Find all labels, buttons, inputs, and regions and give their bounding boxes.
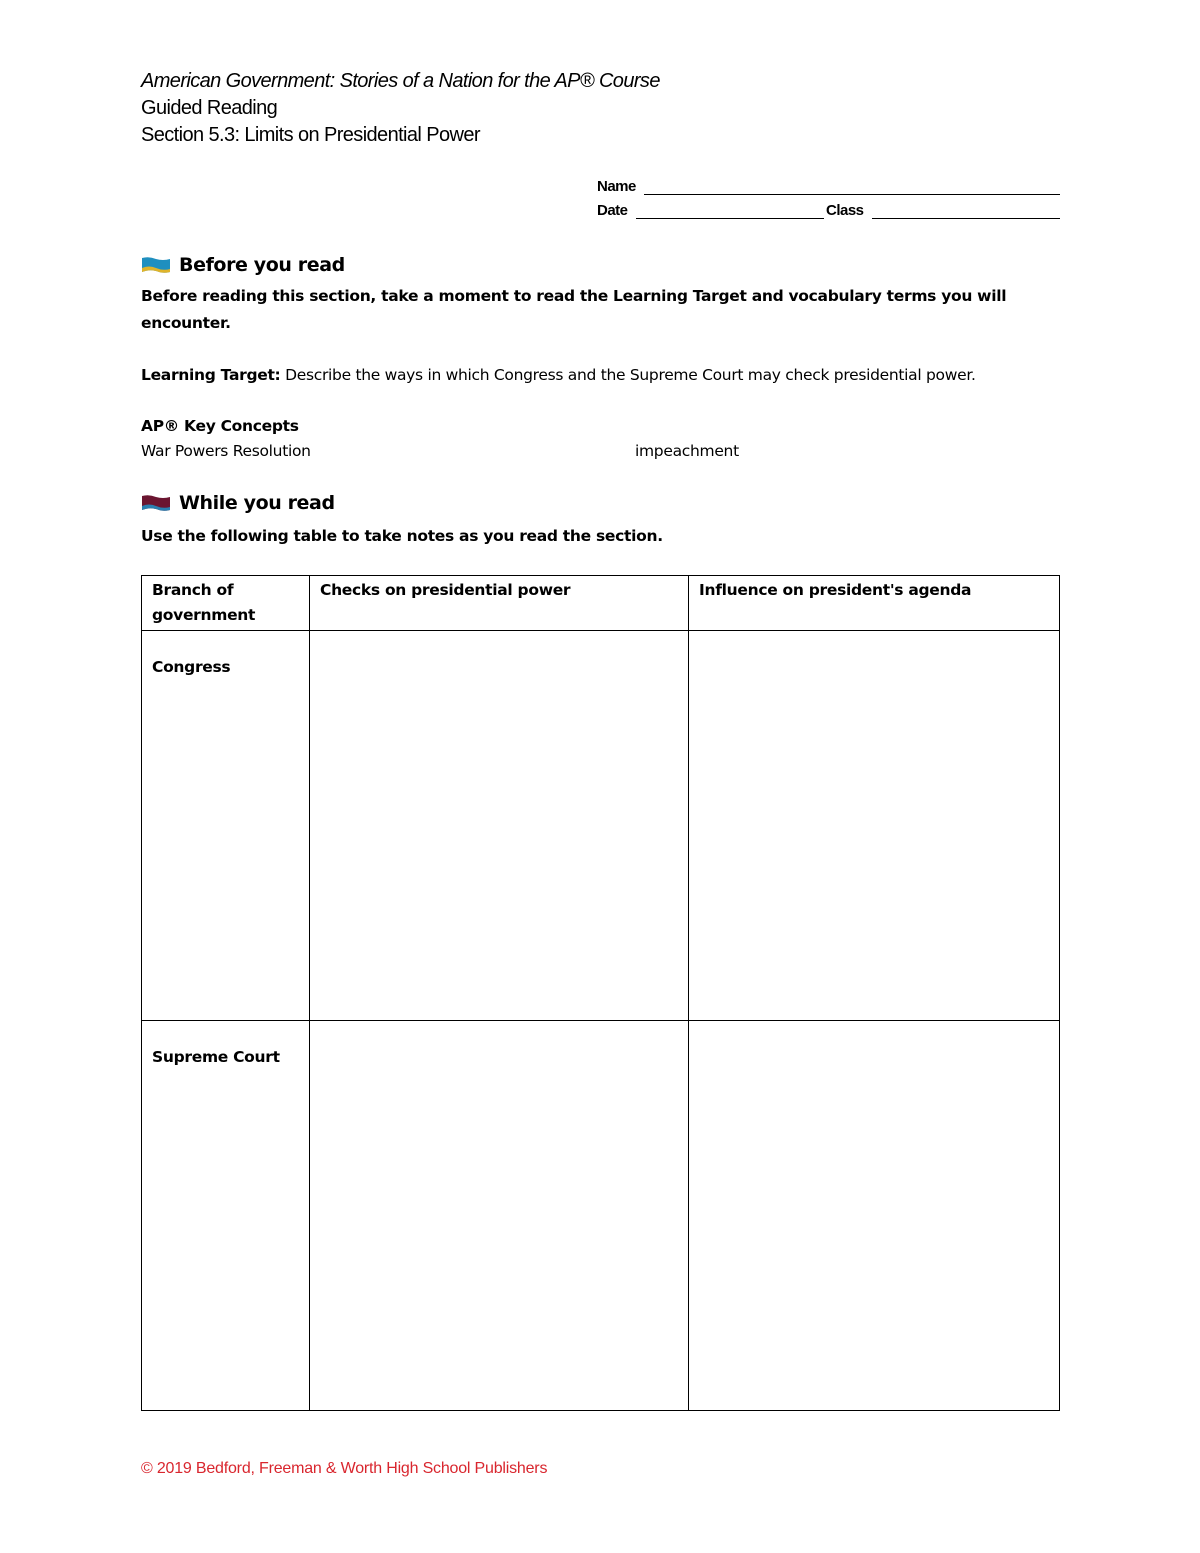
document-subtitle: Guided Reading: [141, 97, 278, 119]
table-row: [142, 1021, 1060, 1411]
key-concepts-label: AP® Key Concepts: [141, 417, 299, 435]
branch-cell: Supreme Court: [142, 1021, 310, 1411]
learning-target-text: Describe the ways in which Congress and the Supreme Court may check presidential power.: [280, 366, 976, 384]
flag-icon: [141, 495, 171, 512]
date-label: Date: [597, 202, 628, 219]
notes-cell[interactable]: [689, 631, 1060, 1021]
date-field-line[interactable]: [636, 218, 824, 219]
table-header-row: [142, 576, 1060, 631]
before-heading-text: Before you read: [179, 254, 345, 276]
class-label: Class: [826, 202, 864, 219]
learning-target: [141, 362, 976, 389]
column-header: Branch of government: [142, 576, 310, 631]
flag-icon: [141, 257, 171, 274]
before-you-read-heading: [141, 254, 345, 276]
notes-cell[interactable]: [310, 631, 689, 1021]
copyright-footer: © 2019 Bedford, Freeman & Worth High School Publishers: [141, 1460, 548, 1477]
section-title: Section 5.3: Limits on Presidential Power: [141, 124, 480, 146]
name-field-line[interactable]: [644, 194, 1060, 195]
book-title: American Government: Stories of a Nation for the AP® Course: [141, 70, 660, 92]
column-header: Checks on presidential power: [310, 576, 689, 631]
before-instructions: Before reading this section, take a moment to read the Learning Target and vocabulary terms you will encounter.: [141, 287, 1007, 332]
while-instructions: Use the following table to take notes as you read the section.: [141, 527, 663, 545]
table-row: [142, 631, 1060, 1021]
while-you-read-heading: [141, 492, 335, 514]
notes-cell[interactable]: [689, 1021, 1060, 1411]
concept-item: impeachment: [635, 442, 739, 460]
notes-table: [141, 575, 1060, 1411]
name-label: Name: [597, 178, 636, 195]
learning-target-label: Learning Target:: [141, 366, 281, 384]
class-field-line[interactable]: [872, 218, 1060, 219]
notes-cell[interactable]: [310, 1021, 689, 1411]
concept-item: War Powers Resolution: [141, 442, 311, 460]
column-header: Influence on president's agenda: [689, 576, 1060, 631]
branch-cell: Congress: [142, 631, 310, 1021]
while-heading-text: While you read: [179, 492, 335, 514]
